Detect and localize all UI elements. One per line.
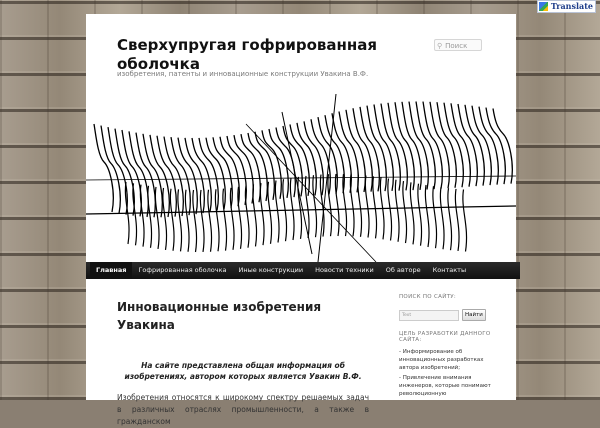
sidebar: [399, 294, 494, 398]
site-title[interactable]: Сверхупругая гофрированная оболочка: [117, 36, 377, 73]
translate-widget[interactable]: [537, 0, 596, 13]
sidebar-search-button[interactable]: Найти: [462, 309, 486, 321]
translate-label: Translate: [550, 1, 593, 11]
sidebar-goal-line-1: - Информирование об инновационных разработках автора изобретений;: [399, 349, 484, 371]
nav-item-about-author[interactable]: Об авторе: [385, 266, 421, 274]
sidebar-goal-title: ЦЕЛЬ РАЗРАБОТКИ ДАННОГО САЙТА:: [399, 331, 491, 343]
page-container: [86, 14, 516, 426]
nav-item-home[interactable]: Главная: [90, 262, 132, 279]
corrugated-shell-drawing: [86, 94, 516, 262]
header-search-placeholder: Поиск: [445, 42, 468, 50]
header-image[interactable]: [86, 94, 516, 262]
sidebar-goal-widget: [399, 331, 494, 398]
article-lead: На сайте представлена общая информация об изобретениях, автором которых является Увакин В.Ф.: [124, 361, 362, 381]
article-body: Изобретения относятся к широкому спектру решаемых задач в различных отраслях промышленности, а также в гражданском: [117, 393, 369, 426]
sidebar-goal-line-2: - Привлечение внимания инженеров, которые понимают революционную: [399, 375, 491, 397]
google-translate-icon: [539, 2, 548, 11]
sidebar-search-title: ПОИСК ПО САЙТУ:: [399, 294, 457, 300]
article-title[interactable]: Инновационные изобретения Увакина: [117, 300, 322, 332]
sidebar-search-input[interactable]: Text: [399, 310, 459, 321]
search-icon: ⚲: [437, 42, 443, 50]
nav-item-tech-news[interactable]: Новости техники: [315, 266, 374, 274]
sidebar-search: [399, 309, 494, 321]
site-description: изобретения, патенты и инновационные конструкции Увакина В.Ф.: [117, 70, 369, 78]
header-search-input[interactable]: [434, 39, 482, 51]
nav-item-corrugated-shell[interactable]: Гофрированная оболочка: [138, 266, 227, 274]
nav-item-contacts[interactable]: Контакты: [432, 266, 467, 274]
nav-item-other-constructions[interactable]: Иные конструкции: [238, 266, 304, 274]
main-navigation: [86, 262, 520, 279]
